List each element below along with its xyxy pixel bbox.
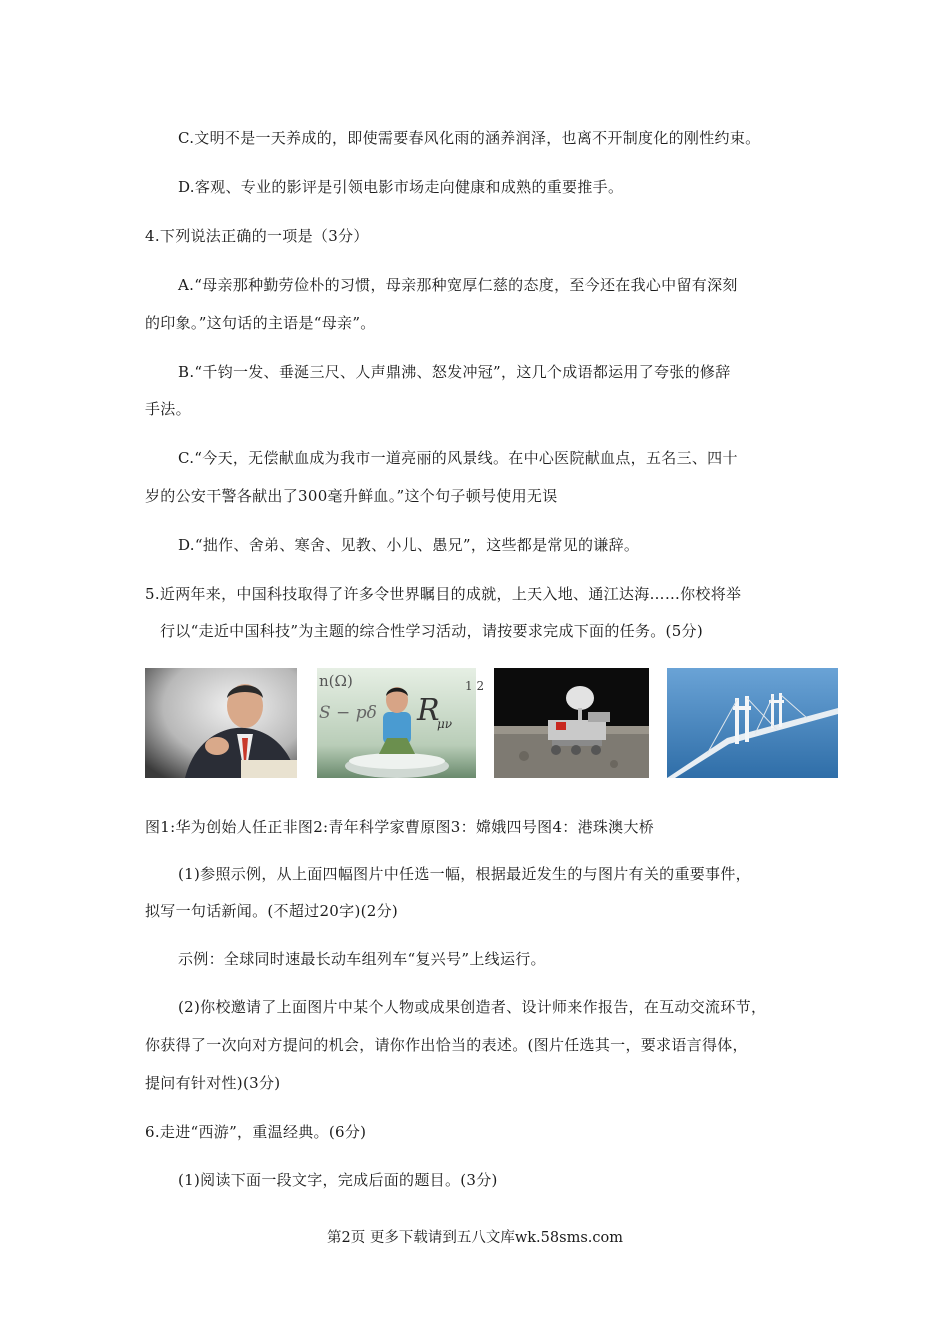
formula-fraction: 1 2 xyxy=(465,679,485,693)
q5-sub2-line3: 提问有针对性)(3分) xyxy=(145,1074,281,1092)
q4-option-d: D.“拙作、舍弟、寒舍、见教、小儿、愚兄”，这些都是常见的谦辞。 xyxy=(178,536,640,554)
photo-change-4 xyxy=(494,668,649,778)
q5-sub2-line1: (2)你校邀请了上面图片中某个人物或成果创造者、设计师来作报告，在互动交流环节， xyxy=(178,998,767,1016)
q4-option-c-line2: 岁的公安干警各献出了300毫升鲜血。”这个句子顿号使用无误 xyxy=(145,487,558,505)
figure-caption: 图1:华为创始人任正非图2:青年科学家曹原图3：嫦娥四号图4：港珠澳大桥 xyxy=(145,818,655,836)
q6-sub1: (1)阅读下面一段文字，完成后面的题目。(3分) xyxy=(178,1171,498,1189)
photo-cao-yuan xyxy=(317,668,485,778)
q5-sub1-line2: 拟写一句话新闻。(不超过20字)(2分) xyxy=(145,902,399,920)
q5-sub1-line1: (1)参照示例，从上面四幅图片中任选一幅，根据最近发生的与图片有关的重要事件， xyxy=(178,865,751,883)
q3-option-d: D.客观、专业的影评是引领电影市场走向健康和成熟的重要推手。 xyxy=(178,178,624,196)
q6-stem: 6.走进“西游”，重温经典。(6分) xyxy=(145,1123,367,1141)
q5-example: 示例：全球同时速最长动车组列车“复兴号”上线运行。 xyxy=(178,950,546,968)
formula-r: R xyxy=(417,693,440,728)
q5-stem-line1: 5.近两年来，中国科技取得了许多令世界瞩目的成就，上天入地、通江达海……你校将举 xyxy=(145,585,742,603)
q4-option-a-line1: A.“母亲那种勤劳俭朴的习惯，母亲那种宽厚仁慈的态度，至今还在我心中留有深刻 xyxy=(178,276,738,294)
q3-option-c: C.文明不是一天养成的，即使需要春风化雨的涵养润泽，也离不开制度化的刚性约束。 xyxy=(178,129,761,147)
photo-ren-zhengfei xyxy=(145,668,297,778)
q4-option-b-line2: 手法。 xyxy=(145,400,191,418)
photo-hzmb xyxy=(667,668,838,778)
q4-stem: 4.下列说法正确的一项是（3分） xyxy=(145,227,369,245)
q5-stem-line2: 行以“走近中国科技”为主题的综合性学习活动，请按要求完成下面的任务。(5分) xyxy=(160,622,703,640)
formula-omega: n(Ω) xyxy=(319,672,353,690)
formula-mu-nu: μν xyxy=(437,717,453,731)
page-footer: 第2页 更多下载请到五八文库wk.58sms.com xyxy=(327,1230,623,1246)
q4-option-b-line1: B.“千钧一发、垂涎三尺、人声鼎沸、怒发冲冠”，这几个成语都运用了夸张的修辞 xyxy=(178,363,731,381)
q5-sub2-line2: 你获得了一次向对方提问的机会，请你作出恰当的表述。(图片任选其一，要求语言得体， xyxy=(145,1036,748,1054)
q4-option-c-line1: C.“今天，无偿献血成为我市一道亮丽的风景线。在中心医院献血点，五名三、四十 xyxy=(178,449,738,467)
q4-option-a-line2: 的印象。”这句话的主语是“母亲”。 xyxy=(145,314,376,332)
formula-s-p-delta: S − pδ xyxy=(319,703,377,723)
